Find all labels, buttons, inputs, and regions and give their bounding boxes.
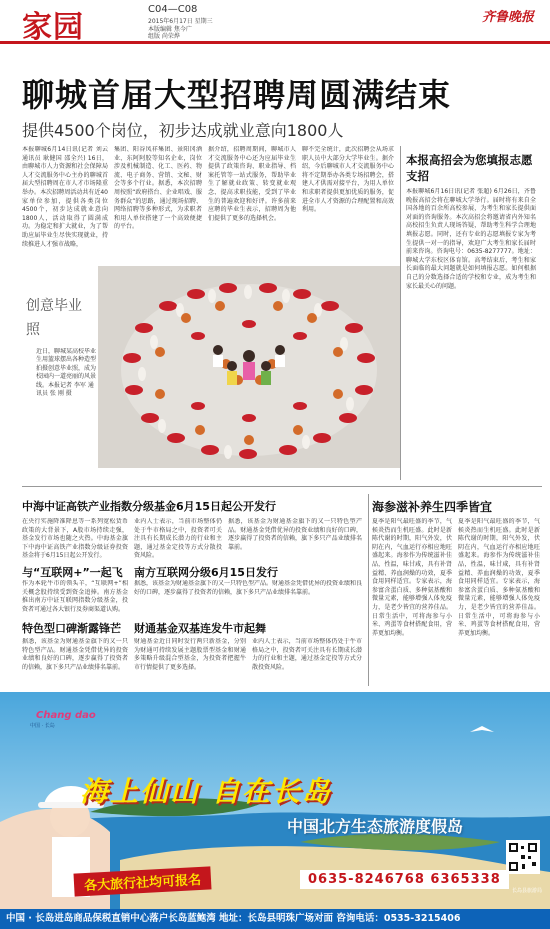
qr-code-icon xyxy=(506,840,540,874)
lead-column-4: 聊不完全统计，此次招聘会从场求职人员中大部分大学毕业生。据介绍，今后聊城市人才交流服务中心将不定期举办各类专场招聘会，搭建人才供需对接平台，为用人单位和求职者提供更加优质的服务，促进全市人才资源的合理配置和高效利用。 xyxy=(302,146,394,214)
finance-column-6: 据悉，该基金为财通基金旗下的又一只特色型产品。财通基金凭借优异的投资业绩和良好的口碑，逐步赢得了投资者的信赖，旗下多只产品业绩排名靠前。 xyxy=(22,638,128,671)
finance-column-8: 业内人士表示，当前市场整体仍处于牛市格局之中，投资者可关注具有长期成长潜力的行业和主题，通过基金定投等方式分散投资风险。 xyxy=(252,638,362,671)
ad-corner-label: 长岛县旅游局 xyxy=(511,888,542,894)
lead-column-3: 据介绍，招聘周期间，聊城市人才交流服务中心还为应届毕业生提供了政策咨询、职业指导、档案托管等一站式服务，帮助毕业生了解就业政策、转变就业观念、提高求职技能，受到了毕业生的普遍欢迎和好评。许多前来应聘的毕业生表示，招聘周为他们提供了更多的选择机会。 xyxy=(208,146,296,222)
finance-column-7: 财通基金近日同时发行两只新基金，分别为财通可持续发展主题股票型基金和财通多策略升级混合型基金，为投资者把握牛市行情提供了更多选择。 xyxy=(134,638,246,671)
finance-headline-2: 与“互联网+”一起飞 xyxy=(22,566,123,579)
finance-column-5: 据悉，该基金为财通基金旗下的又一只特色型产品。财通基金凭借优异的投资业绩和良好的口碑，逐步赢得了投资者的信赖，旗下多只产品业绩排名靠前。 xyxy=(134,580,362,596)
health-headline: 海参滋补养生四季皆宜 xyxy=(372,500,493,514)
ad-resort-name: 中国北方生态旅游度假岛 xyxy=(287,817,464,836)
section-divider xyxy=(22,486,542,487)
masthead-meta xyxy=(148,18,213,41)
lead-subhead: 提供4500个岗位，初步达成就业意向1800人 xyxy=(22,121,344,140)
health-column-2: 夏季是阳气最旺盛的季节，气候炎热而生机旺盛。此时是新陈代谢的时期，阳气外发，伏阴在内，气血运行亦相应地旺盛起来。海参作为传统滋补佳品，性温，味甘咸，具有补肾益精、养血润燥的功效，夏季食用同样适宜。专家表示，海参富含蛋白质、多种氨基酸和微量元素，能够增强人体免疫力，是老少皆宜的营养佳品。日常生活中，可将海参与小米、鸡蛋等食材搭配食用，营养更加均衡。 xyxy=(458,518,540,637)
lead-column-1: 本报聊城6月14日讯(记者 刘云 通讯员 耿健国 邵全兴) 16日，由聊城市人力资源和社会保障局人才交流服务中心主办的聊城首届大型招聘周在市人才市场隆重举办。本次招聘周活动共有近40家单位参加，提供各类岗位4500个，初步达成就业意向1800人，活动取得了圆满成功。为稳定和扩大就业，为了帮助应届毕业生尽快实现就业，持续推进人才强市战略， xyxy=(22,146,108,248)
health-column-1: 夏季是阳气最旺盛的季节，气候炎热而生机旺盛。此时是新陈代谢的时期，阳气外发，伏阴在内，气血运行亦相应地旺盛起来。海参作为传统滋补佳品，性温，味甘咸，具有补肾益精、养血润燥的功效，夏季食用同样适宜。专家表示，海参富含蛋白质、多种氨基酸和微量元素，能够增强人体免疫力，是老少皆宜的营养佳品。日常生活中，可将海参与小米、鸡蛋等食材搭配食用，营养更加均衡。 xyxy=(372,518,452,637)
photo-caption: 近日，聊城某高校毕业生用篮球摆出各种造型拍摄创意毕业照，成为校园内一道亮丽的风景线。本报记者 李军 通讯员 张 刚 摄 xyxy=(36,348,97,398)
graduation-photo-illustration xyxy=(98,266,400,468)
changdao-ad xyxy=(0,692,550,909)
masthead xyxy=(0,0,550,44)
ad-signup-banner: 各大旅行社均可报名 xyxy=(73,866,211,896)
meta-layout: 组版 尚荣烨 xyxy=(148,33,180,40)
finance-headline-5: 财通基金双基连发牛市起舞 xyxy=(134,622,266,635)
finance-column-2: 业内人士表示，当前市场整体仍处于牛市格局之中，投资者可关注具有长期成长潜力的行业和主题，通过基金定投等方式分散投资风险。 xyxy=(134,518,222,560)
finance-column-1: 在央行实施降准降息等一系列宽松货币政策的大背景下，A股市场持续走强，基金发行市场也随之火热。中海基金旗下中海中证高铁产业指数分级证券投资基金将于6月15日起公开发行。 xyxy=(22,518,128,560)
finance-headline-1: 中海中证高铁产业指数分级基金6月15日起公开发行 xyxy=(22,500,276,513)
photo-feature-title: 创意毕业照 xyxy=(26,298,82,338)
lead-headline: 聊城首届大型招聘周圆满结束 xyxy=(22,76,452,114)
ad-phone-numbers: 0635-8246768 6365338 xyxy=(300,870,509,889)
ad-brand-sub: 中国 · 长岛 xyxy=(30,723,55,729)
meta-editor: 本版编辑 焦今广 xyxy=(148,25,192,33)
lead-column-2: 集团、阳谷凤祥集团、景阳冈酒业、东阿阿胶等知名企业，岗位涉及机械制造、化工、医药、物流、电子商务、营销、文秘、财会等多个行业。据悉，本次招聘周按照“政府搭台、企业唱戏、服务群众”的思路，通过现场招聘、网络招聘等多种形式，为求职者和用人单位搭建了一个高效便捷的平台。 xyxy=(114,146,202,231)
meta-date: 2015年6月17日 星期三 xyxy=(148,18,213,25)
issue-pages: C04—C08 xyxy=(148,4,198,15)
section-logo: 家园 xyxy=(22,10,84,45)
sidebar-body: 本报聊城6月16日讯(记者 张超) 6月26日，齐鲁晚报高招会将在聊城大学举行。届时将有来自全国各地的百余所高校参展，为考生和家长提供面对面的咨询服务。本次高招会将邀请省内外知名高校招生负责人现场答疑，帮助考生科学合理地填报志愿。同时，还有专业的志愿填报专家为考生提供一对一的指导，欢迎广大考生和家长届时前来咨询。咨询电号：0635-8277777。地址：聊城大学东校区体育馆。高考结束后，考生和家长面临的最大问题就是如何填报志愿。如何根据自己的分数选择合适的学校和专业，成为考生和家长最关心的问题。 xyxy=(406,188,536,290)
ad-slogan: 海上仙山 自在长岛 xyxy=(80,775,332,808)
paper-name: 齐鲁晚报 xyxy=(481,10,534,25)
finance-column-3: 据悉，该基金为财通基金旗下的又一只特色型产品。财通基金凭借优异的投资业绩和良好的口碑，逐步赢得了投资者的信赖，旗下多只产品业绩排名靠前。 xyxy=(228,518,362,551)
column-rule-lower xyxy=(368,494,369,686)
ad-footer-bar: 中国 · 长岛进岛商品保税直销中心落户长岛蓝鲍湾 地址：长岛县明珠广场对面 咨询电话：0535-3215406 xyxy=(0,909,550,929)
finance-headline-4: 特色型口碑渐露锋芒 xyxy=(22,622,121,635)
graduation-photo xyxy=(98,266,400,468)
ad-brand-logo: Chang dao xyxy=(36,710,96,721)
finance-headline-3: 南方互联网分级6月15日发行 xyxy=(134,566,278,579)
sidebar-title: 本报高招会为您填报志愿支招 xyxy=(406,153,533,183)
finance-column-4: 作为本轮牛市的领头羊，“互联网+”相关概念股持续受到资金追捧。南方基金推出南方中证互联网指数分级基金，投资者可通过各大银行及券商渠道认购。 xyxy=(22,580,128,613)
column-rule xyxy=(400,146,401,480)
